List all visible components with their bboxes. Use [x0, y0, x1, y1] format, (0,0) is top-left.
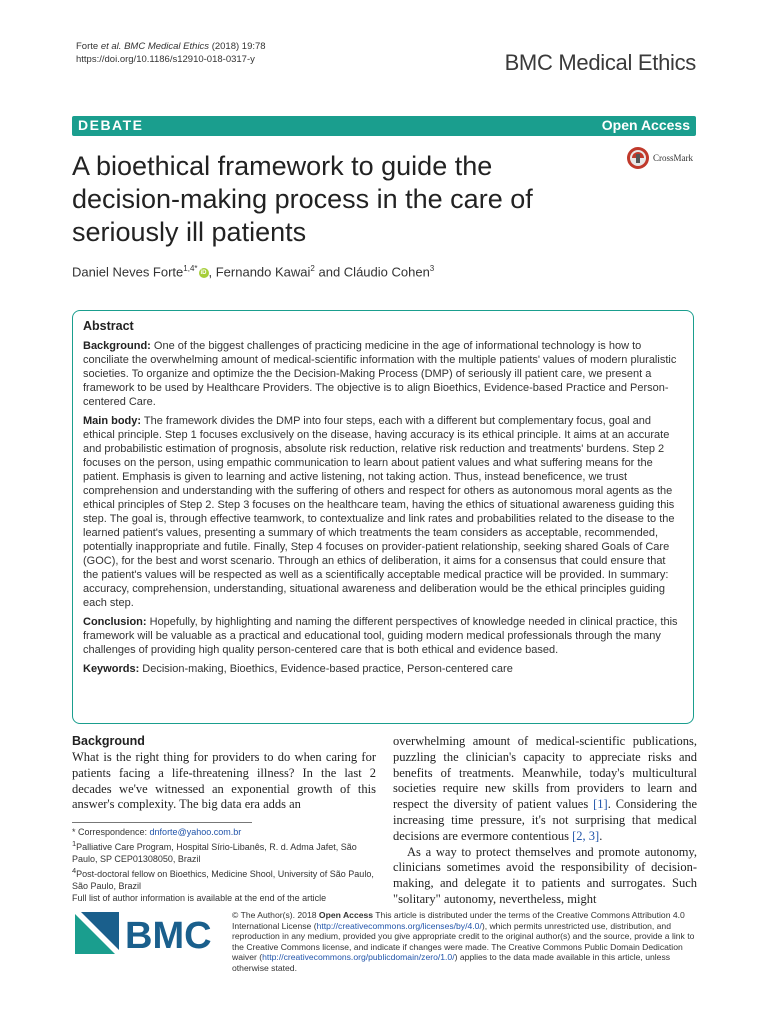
- affiliation-1-number: 1: [72, 839, 77, 848]
- license-text-part: ) applies to the data made available in this article, unless otherwise stated.: [232, 952, 671, 973]
- affiliation-1-text: Palliative Care Program, Hospital Sírio-Libanês, R. d. Adma Jafet, São Paulo, SP CEP01308050, Brazil: [72, 842, 357, 864]
- abstract-conclusion-label: Conclusion:: [83, 616, 147, 628]
- orcid-icon[interactable]: iD: [200, 269, 207, 276]
- correspondence-email[interactable]: dnforte@yahoo.com.br: [149, 827, 242, 837]
- body-text: . Considering the increasing time pressure, it's not surprising that medical decisions are evermore contentious: [393, 797, 697, 843]
- body-column-left: What is the right thing for providers to do when caring for patients facing a life-threatening illness? In the last 2 decades we've witnessed an exponential growth of this answer's complexity. The big data era adds an: [72, 750, 376, 812]
- affiliation-1: [72, 838, 376, 865]
- article-type-bar: [72, 116, 696, 136]
- affiliation-4: [72, 865, 376, 892]
- abstract-main-label: Main body:: [83, 415, 142, 427]
- abstract-conclusion: [83, 615, 683, 657]
- article-type-label: DEBATE: [78, 117, 144, 133]
- body-text: .: [599, 828, 603, 843]
- license-text: [232, 910, 697, 974]
- license-copyright: © The Author(s). 2018: [232, 910, 319, 920]
- citation-et-al: et al.: [100, 41, 122, 52]
- section-heading-background: Background: [72, 734, 145, 748]
- bmc-logo: [75, 908, 215, 958]
- footnotes: [72, 826, 376, 904]
- abstract-box: [72, 310, 694, 724]
- crossmark-icon: [626, 146, 650, 170]
- citation-ref-1[interactable]: [1]: [593, 797, 608, 812]
- body-paragraph: [393, 734, 697, 845]
- abstract-heading: Abstract: [83, 319, 134, 333]
- open-access-label: Open Access: [601, 117, 690, 133]
- citation-authors: Forte: [76, 41, 101, 52]
- abstract-keywords: [83, 662, 683, 676]
- license-link-cc-by[interactable]: http://creativecommons.org/licenses/by/4.0/: [316, 920, 482, 931]
- correspondence-label: * Correspondence:: [72, 827, 150, 837]
- author-2[interactable]: , Fernando Kawai: [208, 264, 311, 280]
- journal-name: BMC Medical Ethics: [504, 50, 696, 75]
- citation-journal: BMC Medical Ethics: [124, 41, 210, 52]
- license-text-part: This article is distributed under the terms of the Creative Commons Attribution 4.0 International License (: [232, 910, 685, 931]
- doi-link[interactable]: https://doi.org/10.1186/s12910-018-0317-y: [76, 54, 255, 65]
- citation-year-volume: (2018) 19:78: [209, 41, 266, 52]
- affiliation-4-text: Post-doctoral fellow on Bioethics, Medicine Shool, University of São Paulo, São Paulo, Brazil: [72, 869, 374, 891]
- abstract-main-text: The framework divides the DMP into four steps, each with a different but complementary focus, goal and ethical principle. Step 1 focuses exclusively on the disease, having accuracy is its ethical principle. It aims at an accurate and probabilistic estimation of prognosis, absolute risk reduction, relative risk reduction and treatments' burdens. Step 2 focuses on the person, using empathic communication to learn about patient values and what suffering means for the patient. Emphasis is given to learning and active listening, not taking action. Thus, instead beneficence, we trust comprehension and understanding with the suffering of others and respect for others as autonomous moral agents as the ethical principles of Step 2. Step 3 focuses on the healthcare team, having the ethics of situational awareness guiding this step. The goal is, through effective teamwork, to contextualize and link rates and probabilities related to the disease to the learned patient's values, presenting a summary of which treatments the team considers as acceptable, recommended, potentially inappropriate and futile. Finally, Step 4 focuses on provider-patient relationship, seeking shared Goals of Care (GOC), for the best and worst scenario. Through an ethics of deliberation, it aims for a consensus that could ensure that the patient's values will be respected as well as a scientifically acceptable medical practice will be provided. In summary: accuracy, comprehension, understanding, situational awareness and deliberation would be the ethical principles guiding each step.: [83, 415, 675, 609]
- body-text: overwhelming amount of medical-scientific publications, puzzling the clinician's capacity to appreciate risks and benefits of treatments. Meanwhile, today's multicultural societies require new skills from providers to learn and respect the diversity of patient values: [393, 734, 697, 812]
- author-1[interactable]: Daniel Neves Forte: [72, 264, 184, 280]
- license-text-part: ), which permits unrestricted use, distribution, and reproduction in any medium, provided you give appropriate credit to the original author(s) and the source, provide a link to the Creative Commons license, and indicate if changes were made. The Creative Commons Public Domain Dedication waiver (: [232, 920, 695, 963]
- body-column-right: [393, 734, 697, 908]
- author-list: [72, 264, 434, 279]
- crossmark-label: CrossMark: [653, 153, 693, 163]
- author-info-note: Full list of author information is available at the end of the article: [72, 893, 327, 903]
- citation-ref-2-3[interactable]: [2, 3]: [572, 828, 600, 843]
- author-1-affiliation: 1,4*: [183, 264, 198, 273]
- license-link-cc0[interactable]: http://creativecommons.org/publicdomain/zero/1.0/: [262, 952, 455, 963]
- author-2-affiliation: 2: [310, 264, 315, 273]
- author-3-affiliation: 3: [429, 264, 435, 273]
- keywords-text: Decision-making, Bioethics, Evidence-based practice, Person-centered care: [139, 663, 513, 675]
- abstract-background-text: One of the biggest challenges of practicing medicine in the age of informational technology is how to conciliate the overwhelming amount of medical-scientific information with the multiple patients' values of modern pluralistic societies. To organize and optimize the the Decision-Making Process (DMP) of seriously ill patient care, we present a framework to be used by Healthcare Providers. The objective is to align Bioethics, Evidence-based Practice and Person-centered Care.: [83, 340, 677, 408]
- bmc-logo-text: BMC: [125, 915, 212, 957]
- body-paragraph: As a way to protect themselves and promote autonomy, clinicians sometimes avoid the responsibility of decision-making, and delegate it to patients and surrogates. Such "solitary" autonomy, nevertheless, might: [393, 844, 697, 906]
- author-3[interactable]: and Cláudio Cohen: [314, 264, 430, 280]
- correspondence-note: [72, 826, 376, 838]
- abstract-conclusion-text: Hopefully, by highlighting and naming the different perspectives of knowledge needed in clinical practice, this framework will be valuable as a practical and educational tool, guiding modern medical professionals through the many challenges of providing high quality person-centered care that is both ethical and evidence based.: [83, 616, 678, 656]
- footnote-divider: [72, 822, 252, 823]
- crossmark-badge[interactable]: [626, 146, 693, 170]
- article-title: A bioethical framework to guide the decision-making process in the care of seriously ill patients: [72, 151, 533, 247]
- keywords-label: Keywords:: [83, 663, 140, 675]
- abstract-background-label: Background:: [83, 340, 151, 352]
- license-open-access: Open Access: [318, 910, 374, 920]
- citation-line: [76, 40, 266, 66]
- abstract-background: [83, 339, 683, 409]
- abstract-main-body: [83, 414, 683, 610]
- affiliation-4-number: 4: [72, 866, 77, 875]
